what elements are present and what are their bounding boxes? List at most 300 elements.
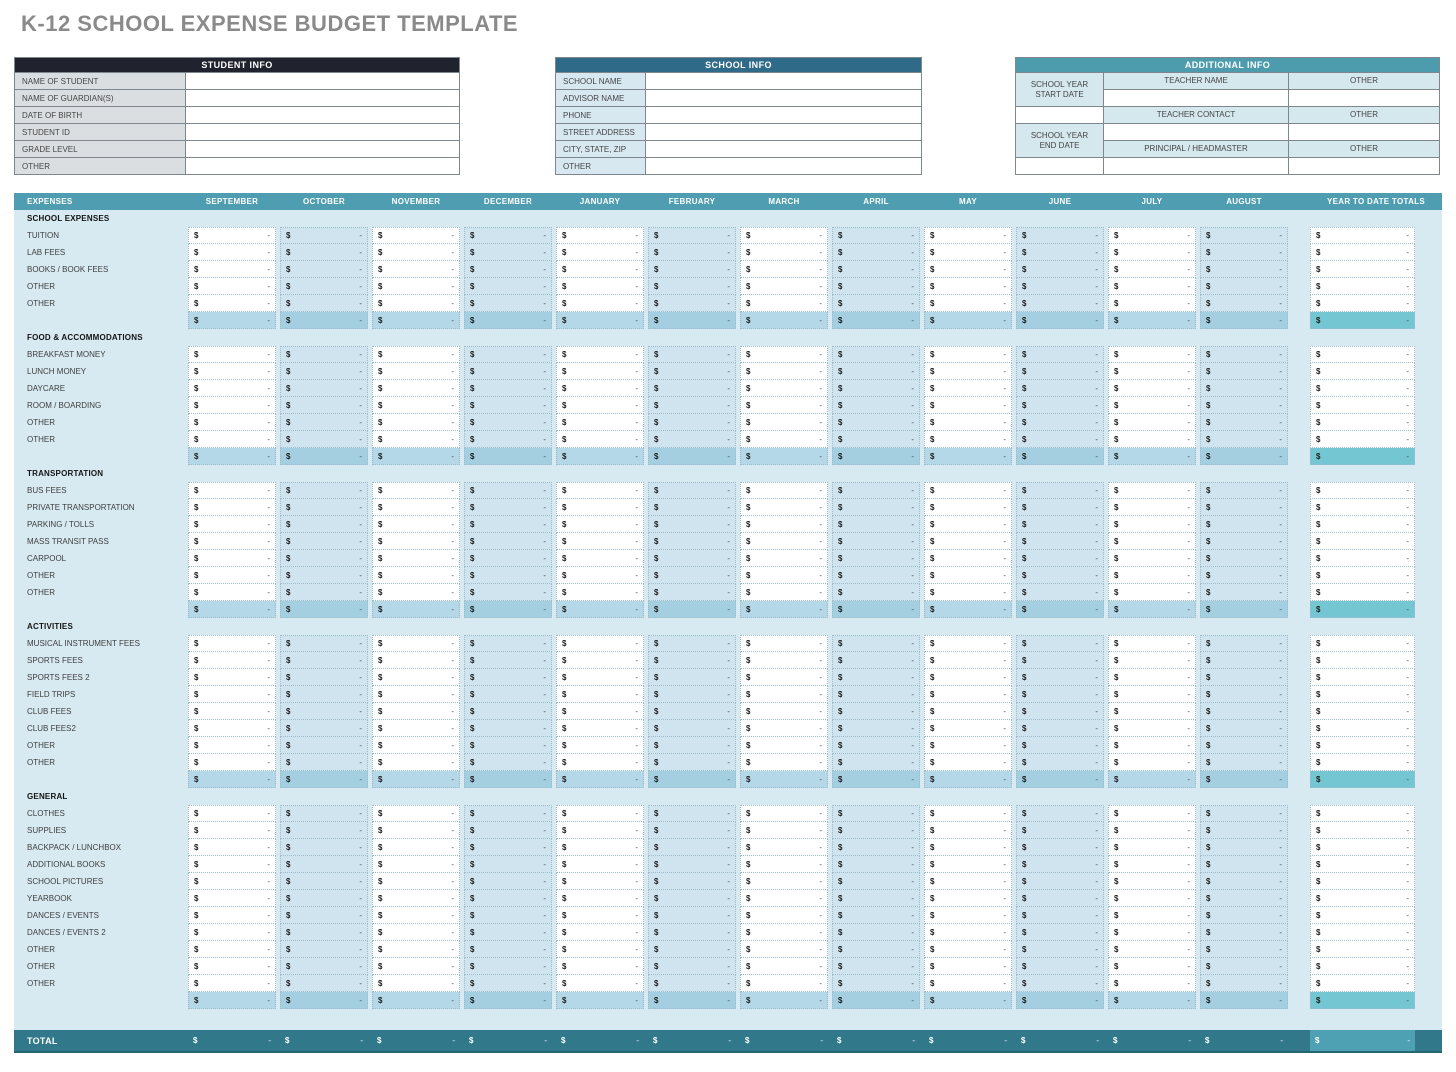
amount-cell-may[interactable] (924, 499, 1012, 516)
subtotal-cell-december[interactable] (464, 771, 552, 788)
amount-cell-january[interactable] (556, 482, 644, 499)
amount-cell-february[interactable] (648, 414, 736, 431)
amount-cell-november[interactable] (372, 686, 460, 703)
school-info-input-phone[interactable] (646, 107, 921, 123)
amount-cell-may[interactable] (924, 975, 1012, 992)
amount-cell-december[interactable] (464, 890, 552, 907)
amount-cell-may[interactable] (924, 754, 1012, 771)
amount-cell-january[interactable] (556, 499, 644, 516)
subtotal-cell-march[interactable] (740, 312, 828, 329)
student-info-input-student-id[interactable] (186, 124, 459, 140)
subtotal-cell-october[interactable] (280, 312, 368, 329)
amount-cell-october[interactable] (280, 295, 368, 312)
amount-cell-august[interactable] (1200, 805, 1288, 822)
amount-cell-january[interactable] (556, 720, 644, 737)
amount-cell-march[interactable] (740, 499, 828, 516)
school-info-input-advisor-name[interactable] (646, 90, 921, 106)
amount-cell-august[interactable] (1200, 380, 1288, 397)
amount-cell-january[interactable] (556, 703, 644, 720)
amount-cell-october[interactable] (280, 567, 368, 584)
subtotal-cell-march[interactable] (740, 771, 828, 788)
amount-cell-august[interactable] (1200, 431, 1288, 448)
additional-info-input-teacher-name[interactable] (1104, 89, 1288, 106)
ytd-amount-cell[interactable] (1310, 346, 1415, 363)
ytd-amount-cell[interactable] (1310, 941, 1415, 958)
amount-cell-october[interactable] (280, 856, 368, 873)
amount-cell-september[interactable] (188, 550, 276, 567)
amount-cell-may[interactable] (924, 822, 1012, 839)
subtotal-cell-august[interactable] (1200, 312, 1288, 329)
amount-cell-may[interactable] (924, 737, 1012, 754)
amount-cell-may[interactable] (924, 363, 1012, 380)
subtotal-cell-october[interactable] (280, 771, 368, 788)
amount-cell-june[interactable] (1016, 924, 1104, 941)
ytd-subtotal-cell[interactable] (1310, 771, 1415, 788)
ytd-amount-cell[interactable] (1310, 720, 1415, 737)
subtotal-cell-november[interactable] (372, 448, 460, 465)
amount-cell-april[interactable] (832, 499, 920, 516)
amount-cell-november[interactable] (372, 414, 460, 431)
amount-cell-september[interactable] (188, 975, 276, 992)
amount-cell-april[interactable] (832, 584, 920, 601)
amount-cell-october[interactable] (280, 890, 368, 907)
amount-cell-april[interactable] (832, 431, 920, 448)
school-info-input-city-state-zip[interactable] (646, 141, 921, 157)
subtotal-cell-may[interactable] (924, 448, 1012, 465)
subtotal-cell-may[interactable] (924, 312, 1012, 329)
amount-cell-january[interactable] (556, 958, 644, 975)
amount-cell-november[interactable] (372, 856, 460, 873)
amount-cell-december[interactable] (464, 363, 552, 380)
grand-total-cell-october[interactable] (280, 1036, 368, 1045)
amount-cell-june[interactable] (1016, 397, 1104, 414)
amount-cell-january[interactable] (556, 652, 644, 669)
amount-cell-april[interactable] (832, 567, 920, 584)
amount-cell-june[interactable] (1016, 261, 1104, 278)
amount-cell-october[interactable] (280, 652, 368, 669)
amount-cell-october[interactable] (280, 958, 368, 975)
amount-cell-december[interactable] (464, 414, 552, 431)
amount-cell-december[interactable] (464, 856, 552, 873)
amount-cell-december[interactable] (464, 907, 552, 924)
ytd-amount-cell[interactable] (1310, 244, 1415, 261)
amount-cell-november[interactable] (372, 533, 460, 550)
amount-cell-october[interactable] (280, 550, 368, 567)
amount-cell-april[interactable] (832, 635, 920, 652)
amount-cell-october[interactable] (280, 278, 368, 295)
amount-cell-january[interactable] (556, 754, 644, 771)
amount-cell-november[interactable] (372, 431, 460, 448)
amount-cell-december[interactable] (464, 567, 552, 584)
amount-cell-september[interactable] (188, 227, 276, 244)
amount-cell-june[interactable] (1016, 516, 1104, 533)
subtotal-cell-april[interactable] (832, 992, 920, 1009)
amount-cell-november[interactable] (372, 227, 460, 244)
subtotal-cell-may[interactable] (924, 992, 1012, 1009)
amount-cell-november[interactable] (372, 363, 460, 380)
amount-cell-july[interactable] (1108, 584, 1196, 601)
amount-cell-august[interactable] (1200, 839, 1288, 856)
amount-cell-february[interactable] (648, 703, 736, 720)
amount-cell-may[interactable] (924, 346, 1012, 363)
amount-cell-may[interactable] (924, 805, 1012, 822)
amount-cell-march[interactable] (740, 584, 828, 601)
amount-cell-march[interactable] (740, 414, 828, 431)
amount-cell-october[interactable] (280, 635, 368, 652)
amount-cell-june[interactable] (1016, 431, 1104, 448)
amount-cell-september[interactable] (188, 907, 276, 924)
amount-cell-june[interactable] (1016, 720, 1104, 737)
additional-info-input-other[interactable] (1289, 157, 1439, 174)
amount-cell-october[interactable] (280, 720, 368, 737)
amount-cell-december[interactable] (464, 958, 552, 975)
amount-cell-june[interactable] (1016, 244, 1104, 261)
ytd-amount-cell[interactable] (1310, 397, 1415, 414)
student-info-input-date-of-birth[interactable] (186, 107, 459, 123)
amount-cell-march[interactable] (740, 958, 828, 975)
amount-cell-april[interactable] (832, 924, 920, 941)
amount-cell-february[interactable] (648, 278, 736, 295)
amount-cell-july[interactable] (1108, 890, 1196, 907)
amount-cell-june[interactable] (1016, 873, 1104, 890)
amount-cell-october[interactable] (280, 975, 368, 992)
grand-total-cell-april[interactable] (832, 1036, 920, 1045)
amount-cell-july[interactable] (1108, 907, 1196, 924)
amount-cell-july[interactable] (1108, 941, 1196, 958)
additional-info-input-other[interactable] (1289, 89, 1439, 106)
amount-cell-june[interactable] (1016, 363, 1104, 380)
subtotal-cell-january[interactable] (556, 312, 644, 329)
amount-cell-october[interactable] (280, 533, 368, 550)
amount-cell-january[interactable] (556, 856, 644, 873)
amount-cell-may[interactable] (924, 958, 1012, 975)
amount-cell-september[interactable] (188, 397, 276, 414)
amount-cell-april[interactable] (832, 822, 920, 839)
amount-cell-april[interactable] (832, 295, 920, 312)
amount-cell-november[interactable] (372, 261, 460, 278)
amount-cell-january[interactable] (556, 584, 644, 601)
amount-cell-september[interactable] (188, 244, 276, 261)
ytd-amount-cell[interactable] (1310, 890, 1415, 907)
subtotal-cell-february[interactable] (648, 448, 736, 465)
ytd-amount-cell[interactable] (1310, 805, 1415, 822)
amount-cell-july[interactable] (1108, 720, 1196, 737)
amount-cell-february[interactable] (648, 737, 736, 754)
amount-cell-march[interactable] (740, 516, 828, 533)
amount-cell-june[interactable] (1016, 227, 1104, 244)
amount-cell-february[interactable] (648, 907, 736, 924)
amount-cell-may[interactable] (924, 907, 1012, 924)
amount-cell-september[interactable] (188, 380, 276, 397)
amount-cell-april[interactable] (832, 244, 920, 261)
amount-cell-march[interactable] (740, 295, 828, 312)
amount-cell-march[interactable] (740, 261, 828, 278)
amount-cell-february[interactable] (648, 686, 736, 703)
subtotal-cell-june[interactable] (1016, 448, 1104, 465)
ytd-amount-cell[interactable] (1310, 431, 1415, 448)
grand-total-cell-september[interactable] (188, 1036, 276, 1045)
amount-cell-april[interactable] (832, 533, 920, 550)
amount-cell-january[interactable] (556, 414, 644, 431)
amount-cell-september[interactable] (188, 516, 276, 533)
subtotal-cell-november[interactable] (372, 992, 460, 1009)
amount-cell-march[interactable] (740, 567, 828, 584)
amount-cell-february[interactable] (648, 669, 736, 686)
subtotal-cell-november[interactable] (372, 312, 460, 329)
amount-cell-november[interactable] (372, 941, 460, 958)
amount-cell-october[interactable] (280, 397, 368, 414)
amount-cell-april[interactable] (832, 227, 920, 244)
amount-cell-june[interactable] (1016, 856, 1104, 873)
amount-cell-may[interactable] (924, 261, 1012, 278)
amount-cell-august[interactable] (1200, 873, 1288, 890)
amount-cell-january[interactable] (556, 737, 644, 754)
amount-cell-september[interactable] (188, 941, 276, 958)
amount-cell-january[interactable] (556, 839, 644, 856)
amount-cell-april[interactable] (832, 261, 920, 278)
amount-cell-september[interactable] (188, 278, 276, 295)
amount-cell-february[interactable] (648, 346, 736, 363)
amount-cell-august[interactable] (1200, 584, 1288, 601)
amount-cell-december[interactable] (464, 805, 552, 822)
amount-cell-january[interactable] (556, 533, 644, 550)
subtotal-cell-february[interactable] (648, 992, 736, 1009)
amount-cell-august[interactable] (1200, 567, 1288, 584)
amount-cell-february[interactable] (648, 431, 736, 448)
amount-cell-may[interactable] (924, 941, 1012, 958)
amount-cell-april[interactable] (832, 278, 920, 295)
amount-cell-august[interactable] (1200, 414, 1288, 431)
amount-cell-august[interactable] (1200, 720, 1288, 737)
amount-cell-march[interactable] (740, 822, 828, 839)
subtotal-cell-october[interactable] (280, 992, 368, 1009)
amount-cell-june[interactable] (1016, 805, 1104, 822)
amount-cell-may[interactable] (924, 652, 1012, 669)
amount-cell-march[interactable] (740, 652, 828, 669)
amount-cell-december[interactable] (464, 941, 552, 958)
grand-total-cell-february[interactable] (648, 1036, 736, 1045)
amount-cell-november[interactable] (372, 958, 460, 975)
amount-cell-july[interactable] (1108, 346, 1196, 363)
amount-cell-november[interactable] (372, 924, 460, 941)
amount-cell-september[interactable] (188, 839, 276, 856)
amount-cell-september[interactable] (188, 720, 276, 737)
amount-cell-august[interactable] (1200, 295, 1288, 312)
amount-cell-october[interactable] (280, 737, 368, 754)
amount-cell-january[interactable] (556, 380, 644, 397)
amount-cell-september[interactable] (188, 805, 276, 822)
ytd-subtotal-cell[interactable] (1310, 601, 1415, 618)
amount-cell-september[interactable] (188, 499, 276, 516)
amount-cell-july[interactable] (1108, 499, 1196, 516)
amount-cell-april[interactable] (832, 754, 920, 771)
amount-cell-april[interactable] (832, 669, 920, 686)
subtotal-cell-august[interactable] (1200, 448, 1288, 465)
amount-cell-march[interactable] (740, 924, 828, 941)
amount-cell-november[interactable] (372, 380, 460, 397)
additional-info-input[interactable] (1016, 157, 1103, 174)
amount-cell-september[interactable] (188, 567, 276, 584)
subtotal-cell-november[interactable] (372, 771, 460, 788)
amount-cell-october[interactable] (280, 261, 368, 278)
amount-cell-january[interactable] (556, 516, 644, 533)
amount-cell-may[interactable] (924, 839, 1012, 856)
subtotal-cell-september[interactable] (188, 448, 276, 465)
amount-cell-october[interactable] (280, 363, 368, 380)
amount-cell-march[interactable] (740, 754, 828, 771)
amount-cell-june[interactable] (1016, 295, 1104, 312)
amount-cell-march[interactable] (740, 941, 828, 958)
amount-cell-november[interactable] (372, 975, 460, 992)
amount-cell-april[interactable] (832, 652, 920, 669)
amount-cell-february[interactable] (648, 720, 736, 737)
amount-cell-may[interactable] (924, 584, 1012, 601)
amount-cell-october[interactable] (280, 907, 368, 924)
amount-cell-july[interactable] (1108, 244, 1196, 261)
amount-cell-november[interactable] (372, 873, 460, 890)
grand-total-cell-july[interactable] (1108, 1036, 1196, 1045)
subtotal-cell-january[interactable] (556, 771, 644, 788)
amount-cell-november[interactable] (372, 516, 460, 533)
amount-cell-july[interactable] (1108, 397, 1196, 414)
amount-cell-march[interactable] (740, 244, 828, 261)
grand-total-cell-may[interactable] (924, 1036, 1012, 1045)
amount-cell-february[interactable] (648, 822, 736, 839)
amount-cell-march[interactable] (740, 873, 828, 890)
ytd-amount-cell[interactable] (1310, 958, 1415, 975)
amount-cell-december[interactable] (464, 550, 552, 567)
amount-cell-april[interactable] (832, 805, 920, 822)
amount-cell-october[interactable] (280, 244, 368, 261)
ytd-amount-cell[interactable] (1310, 652, 1415, 669)
amount-cell-march[interactable] (740, 737, 828, 754)
amount-cell-may[interactable] (924, 550, 1012, 567)
ytd-amount-cell[interactable] (1310, 295, 1415, 312)
amount-cell-october[interactable] (280, 924, 368, 941)
amount-cell-august[interactable] (1200, 244, 1288, 261)
additional-info-input-other[interactable] (1289, 123, 1439, 140)
amount-cell-july[interactable] (1108, 261, 1196, 278)
subtotal-cell-november[interactable] (372, 601, 460, 618)
amount-cell-december[interactable] (464, 822, 552, 839)
grand-total-cell-november[interactable] (372, 1036, 460, 1045)
ytd-amount-cell[interactable] (1310, 686, 1415, 703)
amount-cell-october[interactable] (280, 227, 368, 244)
amount-cell-february[interactable] (648, 652, 736, 669)
amount-cell-january[interactable] (556, 227, 644, 244)
amount-cell-december[interactable] (464, 244, 552, 261)
amount-cell-november[interactable] (372, 499, 460, 516)
amount-cell-september[interactable] (188, 431, 276, 448)
amount-cell-october[interactable] (280, 499, 368, 516)
amount-cell-november[interactable] (372, 720, 460, 737)
ytd-subtotal-cell[interactable] (1310, 312, 1415, 329)
amount-cell-june[interactable] (1016, 703, 1104, 720)
student-info-input-name-of-guardian-s[interactable] (186, 90, 459, 106)
amount-cell-september[interactable] (188, 737, 276, 754)
amount-cell-september[interactable] (188, 890, 276, 907)
amount-cell-may[interactable] (924, 431, 1012, 448)
amount-cell-august[interactable] (1200, 227, 1288, 244)
amount-cell-april[interactable] (832, 941, 920, 958)
amount-cell-may[interactable] (924, 924, 1012, 941)
amount-cell-january[interactable] (556, 907, 644, 924)
amount-cell-january[interactable] (556, 873, 644, 890)
ytd-amount-cell[interactable] (1310, 635, 1415, 652)
amount-cell-may[interactable] (924, 482, 1012, 499)
grand-total-cell-august[interactable] (1200, 1036, 1288, 1045)
amount-cell-july[interactable] (1108, 924, 1196, 941)
amount-cell-august[interactable] (1200, 278, 1288, 295)
amount-cell-january[interactable] (556, 890, 644, 907)
additional-info-input-principal-headmaster[interactable] (1104, 157, 1288, 174)
subtotal-cell-september[interactable] (188, 601, 276, 618)
amount-cell-october[interactable] (280, 703, 368, 720)
amount-cell-april[interactable] (832, 380, 920, 397)
subtotal-cell-april[interactable] (832, 771, 920, 788)
amount-cell-january[interactable] (556, 567, 644, 584)
amount-cell-august[interactable] (1200, 533, 1288, 550)
amount-cell-july[interactable] (1108, 567, 1196, 584)
amount-cell-august[interactable] (1200, 856, 1288, 873)
amount-cell-july[interactable] (1108, 533, 1196, 550)
amount-cell-september[interactable] (188, 363, 276, 380)
amount-cell-february[interactable] (648, 856, 736, 873)
amount-cell-august[interactable] (1200, 482, 1288, 499)
ytd-amount-cell[interactable] (1310, 278, 1415, 295)
amount-cell-may[interactable] (924, 414, 1012, 431)
amount-cell-june[interactable] (1016, 414, 1104, 431)
amount-cell-april[interactable] (832, 516, 920, 533)
amount-cell-october[interactable] (280, 669, 368, 686)
amount-cell-october[interactable] (280, 346, 368, 363)
amount-cell-august[interactable] (1200, 958, 1288, 975)
subtotal-cell-may[interactable] (924, 601, 1012, 618)
amount-cell-december[interactable] (464, 652, 552, 669)
amount-cell-july[interactable] (1108, 839, 1196, 856)
amount-cell-october[interactable] (280, 482, 368, 499)
amount-cell-september[interactable] (188, 856, 276, 873)
amount-cell-june[interactable] (1016, 550, 1104, 567)
amount-cell-october[interactable] (280, 822, 368, 839)
amount-cell-may[interactable] (924, 380, 1012, 397)
amount-cell-july[interactable] (1108, 975, 1196, 992)
amount-cell-august[interactable] (1200, 346, 1288, 363)
amount-cell-december[interactable] (464, 516, 552, 533)
amount-cell-july[interactable] (1108, 295, 1196, 312)
amount-cell-november[interactable] (372, 652, 460, 669)
amount-cell-july[interactable] (1108, 431, 1196, 448)
amount-cell-december[interactable] (464, 380, 552, 397)
amount-cell-may[interactable] (924, 516, 1012, 533)
amount-cell-november[interactable] (372, 550, 460, 567)
amount-cell-march[interactable] (740, 890, 828, 907)
amount-cell-december[interactable] (464, 686, 552, 703)
amount-cell-december[interactable] (464, 295, 552, 312)
amount-cell-september[interactable] (188, 686, 276, 703)
amount-cell-march[interactable] (740, 278, 828, 295)
amount-cell-december[interactable] (464, 924, 552, 941)
amount-cell-august[interactable] (1200, 363, 1288, 380)
amount-cell-february[interactable] (648, 244, 736, 261)
amount-cell-april[interactable] (832, 363, 920, 380)
amount-cell-august[interactable] (1200, 516, 1288, 533)
amount-cell-september[interactable] (188, 669, 276, 686)
amount-cell-may[interactable] (924, 227, 1012, 244)
amount-cell-february[interactable] (648, 516, 736, 533)
amount-cell-september[interactable] (188, 346, 276, 363)
grand-total-cell-december[interactable] (464, 1036, 552, 1045)
